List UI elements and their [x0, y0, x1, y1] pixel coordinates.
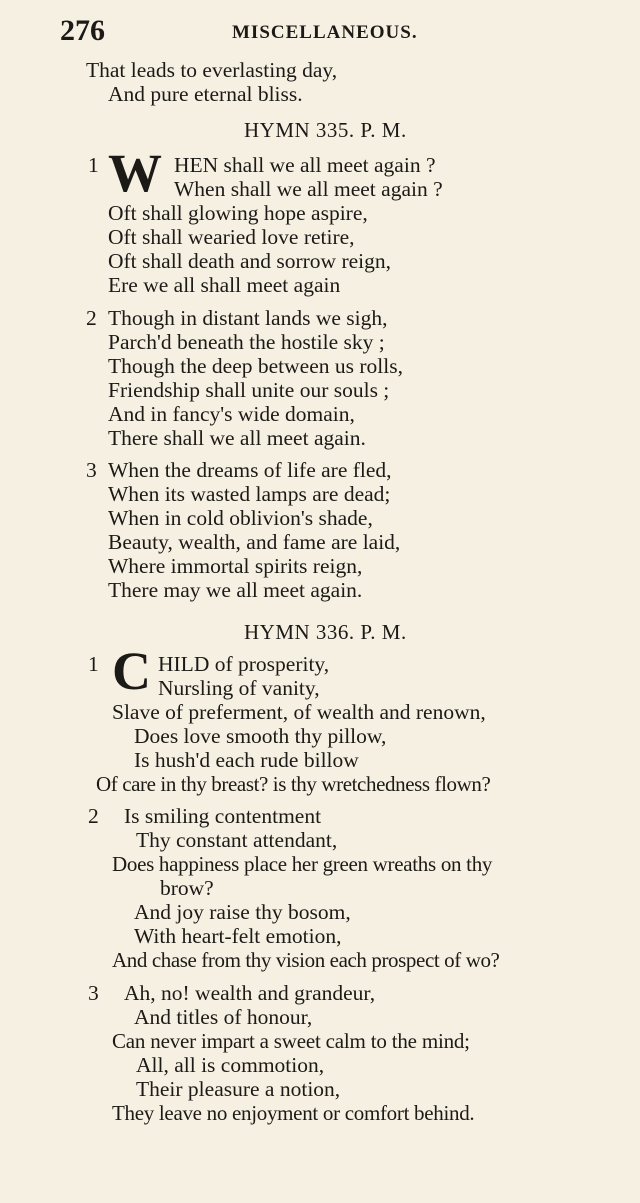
verse-line: Parch'd beneath the hostile sky ; [108, 330, 385, 354]
drop-cap: C [112, 641, 151, 701]
verse-line: That leads to everlasting day, [86, 58, 338, 82]
verse-line: Of care in thy breast? is thy wretchedness flown? [96, 772, 491, 796]
verse-line: Oft shall wearied love retire, [108, 225, 355, 249]
verse-line: And chase from thy vision each prospect of wo? [112, 948, 500, 972]
verse-line: And titles of honour, [134, 1005, 313, 1029]
verse-line: With heart-felt emotion, [134, 924, 342, 948]
verse-line: Beauty, wealth, and fame are laid, [108, 530, 401, 554]
verse-number: 2 [88, 804, 99, 828]
verse-line: Friendship shall unite our souls ; [108, 378, 390, 402]
verse-line: When in cold oblivion's shade, [108, 506, 373, 530]
verse-line: Nursling of vanity, [158, 676, 320, 700]
verse-line: Is smiling contentment [124, 804, 322, 828]
verse-line: Slave of preferment, of wealth and renown, [112, 700, 486, 724]
verse-line: Does love smooth thy pillow, [134, 724, 387, 748]
verse-line: Though in distant lands we sigh, [108, 306, 388, 330]
verse-line: And joy raise thy bosom, [134, 900, 351, 924]
verse-line: When the dreams of life are fled, [108, 458, 392, 482]
drop-cap: W [108, 143, 162, 203]
verse-line: They leave no enjoyment or comfort behind. [112, 1101, 475, 1125]
verse-line: Oft shall glowing hope aspire, [108, 201, 368, 225]
verse-number: 1 [88, 153, 99, 177]
verse-line: Is hush'd each rude billow [134, 748, 359, 772]
page-header [60, 14, 460, 48]
running-head: MISCELLANEOUS. [232, 22, 418, 43]
verse-line: There may we all meet again. [108, 578, 363, 602]
verse-line: When shall we all meet again ? [174, 177, 443, 201]
verse-line: Ere we all shall meet again [108, 273, 341, 297]
verse-line: Though the deep between us rolls, [108, 354, 403, 378]
verse-line-continuation: brow? [160, 876, 214, 900]
verse-number: 3 [88, 981, 99, 1005]
verse-line: Where immortal spirits reign, [108, 554, 363, 578]
verse-line: Thy constant attendant, [136, 828, 338, 852]
verse-line: HEN shall we all meet again ? [174, 153, 436, 177]
verse-line: Ah, no! wealth and grandeur, [124, 981, 376, 1005]
verse-line: When its wasted lamps are dead; [108, 482, 391, 506]
verse-line: There shall we all meet again. [108, 426, 366, 450]
verse-line: Their pleasure a notion, [136, 1077, 341, 1101]
page-number: 276 [60, 14, 105, 47]
verse-line: Oft shall death and sorrow reign, [108, 249, 392, 273]
hymn-title: HYMN 336. P. M. [244, 620, 407, 644]
verse-line: And in fancy's wide domain, [108, 402, 355, 426]
verse-line: All, all is commotion, [136, 1053, 325, 1077]
verse-line: HILD of prosperity, [158, 652, 330, 676]
verse-line: Can never impart a sweet calm to the mind; [112, 1029, 470, 1053]
verse-line: Does happiness place her green wreaths on thy [112, 852, 493, 876]
verse-number: 1 [88, 652, 99, 676]
verse-number: 3 [86, 458, 97, 482]
verse-number: 2 [86, 306, 97, 330]
hymn-title: HYMN 335. P. M. [244, 118, 407, 142]
verse-line: And pure eternal bliss. [108, 82, 303, 106]
